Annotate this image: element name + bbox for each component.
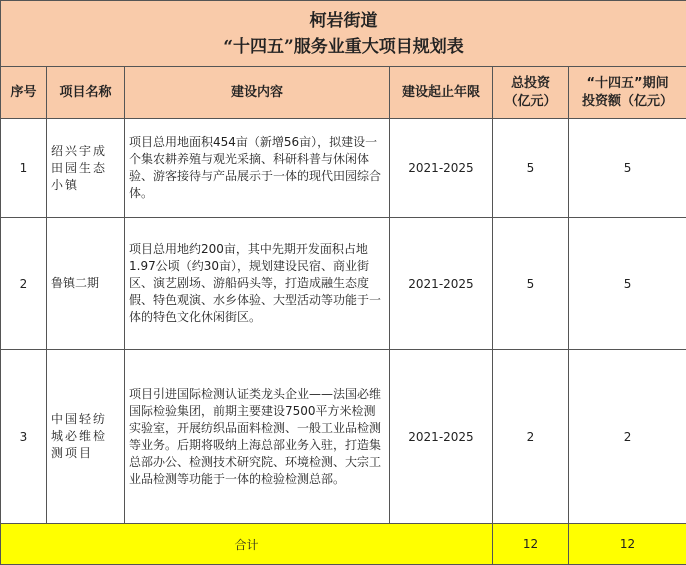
row-plan-investment: 2 bbox=[569, 350, 686, 524]
row-period: 2021-2025 bbox=[390, 119, 493, 218]
row-period: 2021-2025 bbox=[390, 218, 493, 350]
row-content: 项目引进国际检测认证类龙头企业——法国必维国际检验集团，前期主要建设7500平方米检测实验室，开展纺织品面料检测、一般工业品检测等业务。后期将吸纳上海总部业务入驻，打造集总部办公、检测技术研究院、环境检测、大宗工业品检测等功能于一体的检验检测总部。 bbox=[125, 350, 390, 524]
total-label: 合计 bbox=[1, 524, 493, 565]
table-row bbox=[1, 218, 686, 350]
row-total-investment: 5 bbox=[493, 218, 569, 350]
header-plan-investment bbox=[569, 67, 686, 119]
title-line-1: 柯岩街道 bbox=[309, 10, 378, 31]
header-content: 建设内容 bbox=[125, 67, 390, 119]
row-total-investment: 2 bbox=[493, 350, 569, 524]
row-total-investment: 5 bbox=[493, 119, 569, 218]
table-title bbox=[1, 1, 686, 67]
row-project-name: 鲁镇二期 bbox=[47, 218, 125, 350]
header-total-line-2: （亿元） bbox=[504, 93, 557, 109]
header-total-investment bbox=[493, 67, 569, 119]
row-period: 2021-2025 bbox=[390, 350, 493, 524]
row-plan-investment: 5 bbox=[569, 218, 686, 350]
row-no: 3 bbox=[1, 350, 47, 524]
row-no: 2 bbox=[1, 218, 47, 350]
header-plan-line-1: “十四五”期间 bbox=[586, 75, 669, 91]
row-content: 项目总用地约200亩，其中先期开发面积占地1.97公顷（约30亩），规划建设民宿、商业街区、演艺剧场、游船码头等，打造成融生态度假、特色观演、水乡体验、大型活动等功能于一体的特色文化休闲街区。 bbox=[125, 218, 390, 350]
total-row bbox=[1, 524, 686, 565]
header-total-line-1: 总投资 bbox=[510, 75, 550, 91]
total-investment-sum: 12 bbox=[493, 524, 569, 565]
row-project-name: 中国轻纺城必维检测项目 bbox=[47, 350, 125, 524]
row-no: 1 bbox=[1, 119, 47, 218]
header-name: 项目名称 bbox=[47, 67, 125, 119]
header-plan-line-2: 投资额（亿元） bbox=[582, 93, 674, 109]
title-row bbox=[1, 1, 686, 67]
table-row bbox=[1, 119, 686, 218]
row-content: 项目总用地面积454亩（新增56亩），拟建设一个集农耕养殖与观光采摘、科研科普与休闲体验、游客接待与产品展示于一体的现代田园综合体。 bbox=[125, 119, 390, 218]
header-period: 建设起止年限 bbox=[390, 67, 493, 119]
plan-investment-sum: 12 bbox=[569, 524, 686, 565]
row-plan-investment: 5 bbox=[569, 119, 686, 218]
header-no: 序号 bbox=[1, 67, 47, 119]
row-project-name: 绍兴宇成田园生态小镇 bbox=[47, 119, 125, 218]
header-row bbox=[1, 67, 686, 119]
title-line-2: “十四五”服务业重大项目规划表 bbox=[223, 36, 464, 57]
table-row bbox=[1, 350, 686, 524]
